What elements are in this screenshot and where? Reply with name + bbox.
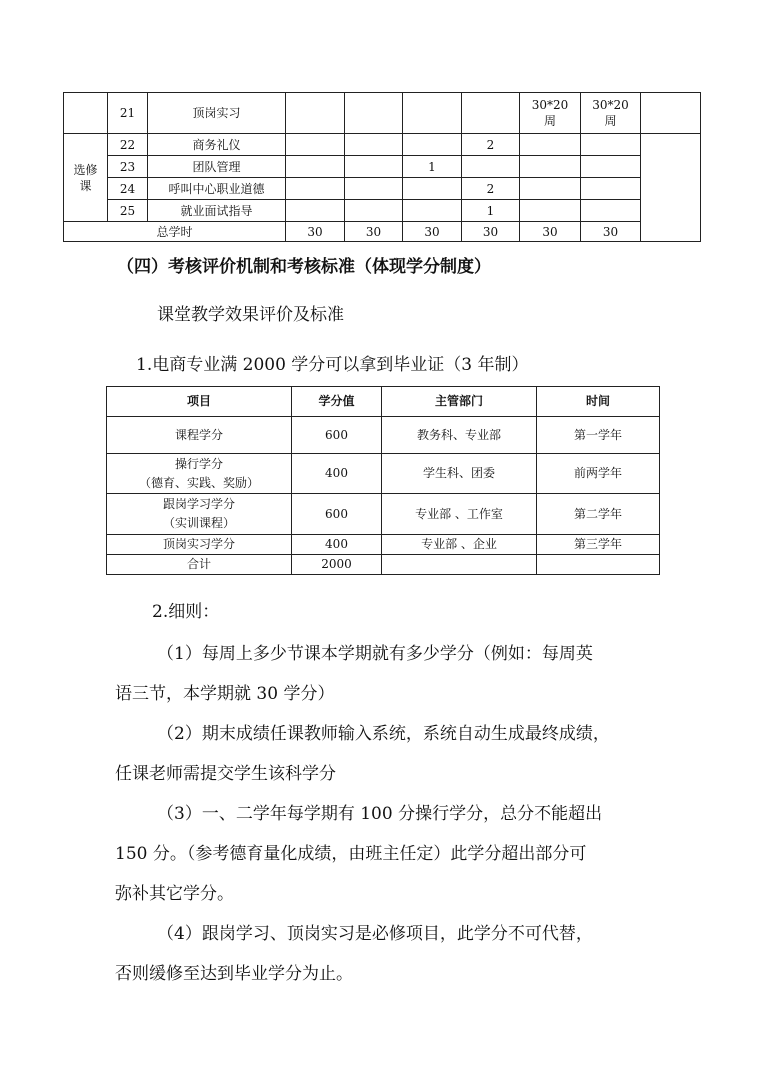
- course-number: 22: [108, 134, 148, 156]
- item-cell: 操行学分 （德育、实践、奖励）: [107, 454, 292, 494]
- item-cell: 课程学分: [107, 417, 292, 454]
- table-row: 选修 课 22 商务礼仪 2: [64, 134, 701, 156]
- dept-cell: 教务科、专业部: [382, 417, 537, 454]
- item-cell: 跟岗学习学分 （实训课程）: [107, 494, 292, 535]
- course-number: 23: [108, 156, 148, 178]
- rule-4-line-2: 否则缓修至达到毕业学分为止。: [115, 964, 353, 984]
- course-name: 商务礼仪: [148, 134, 286, 156]
- table-row: [107, 494, 660, 535]
- course-number: 24: [108, 178, 148, 200]
- item-cell: 合计: [107, 555, 292, 575]
- course-name: 顶岗实习: [148, 93, 286, 134]
- credit-table: [106, 386, 660, 575]
- rule-3-line-2: 150 分。（参考德育量化成绩，由班主任定）此学分超出部分可: [115, 844, 587, 864]
- rule-3-line-3: 弥补其它学分。: [115, 884, 234, 904]
- total-cell: 30: [286, 222, 345, 242]
- total-cell: 30: [520, 222, 581, 242]
- course-name: 呼叫中心职业道德: [148, 178, 286, 200]
- course-hours-table: [63, 92, 701, 242]
- elective-label: 选修 课: [64, 134, 108, 222]
- total-row: [107, 555, 660, 575]
- section-heading: （四）考核评价机制和考核标准（体现学分制度）: [117, 257, 491, 277]
- dept-cell: [382, 555, 537, 575]
- table-row: 25 就业面试指导 1: [64, 200, 701, 222]
- course-number: 25: [108, 200, 148, 222]
- credits-cell: 2000: [292, 555, 382, 575]
- table-header-row: [107, 387, 660, 417]
- item-1-text: 1.电商专业满 2000 学分可以拿到毕业证（3 年制）: [136, 355, 529, 375]
- rule-4-line-1: （4）跟岗学习、顶岗实习是必修项目，此学分不可代替，: [157, 924, 593, 944]
- credits-cell: 400: [292, 454, 382, 494]
- hours-cell: 30*20 周: [520, 93, 581, 134]
- credits-cell: 600: [292, 417, 382, 454]
- table-row: [107, 535, 660, 555]
- time-cell: [537, 555, 660, 575]
- credits-cell: 600: [292, 494, 382, 535]
- table-row: 24 呼叫中心职业道德 2: [64, 178, 701, 200]
- total-cell: 30: [403, 222, 462, 242]
- subheading: 课堂教学效果评价及标准: [157, 305, 344, 325]
- rule-2-line-1: （2）期末成绩任课教师输入系统，系统自动生成最终成绩，: [157, 724, 610, 744]
- dept-cell: 专业部 、工作室: [382, 494, 537, 535]
- total-cell: 30: [462, 222, 520, 242]
- column-header: 项目: [107, 387, 292, 417]
- table-row: [64, 93, 701, 134]
- course-name: 就业面试指导: [148, 200, 286, 222]
- rule-1-line-1: （1）每周上多少节课本学期就有多少学分（例如：每周英: [157, 644, 593, 664]
- table-row: [107, 454, 660, 494]
- total-cell: 30: [581, 222, 641, 242]
- rule-2-line-2: 任课老师需提交学生该科学分: [115, 764, 336, 784]
- item-2-title: 2.细则：: [152, 602, 220, 622]
- credits-cell: 400: [292, 535, 382, 555]
- rule-3-line-1: （3）一、二学年每学期有 100 分操行学分，总分不能超出: [157, 804, 603, 824]
- time-cell: 第二学年: [537, 494, 660, 535]
- total-label: 总学时: [64, 222, 286, 242]
- rule-1-line-2: 语三节，本学期就 30 学分）: [115, 684, 335, 704]
- course-number: 21: [108, 93, 148, 134]
- column-header: 学分值: [292, 387, 382, 417]
- total-cell: 30: [345, 222, 403, 242]
- time-cell: 第一学年: [537, 417, 660, 454]
- time-cell: 前两学年: [537, 454, 660, 494]
- course-name: 团队管理: [148, 156, 286, 178]
- item-cell: 顶岗实习学分: [107, 535, 292, 555]
- column-header: 主管部门: [382, 387, 537, 417]
- dept-cell: 专业部 、企业: [382, 535, 537, 555]
- column-header: 时间: [537, 387, 660, 417]
- table-row: 23 团队管理 1: [64, 156, 701, 178]
- total-row: [64, 222, 701, 242]
- time-cell: 第三学年: [537, 535, 660, 555]
- hours-cell: 30*20 周: [581, 93, 641, 134]
- dept-cell: 学生科、团委: [382, 454, 537, 494]
- table-row: [107, 417, 660, 454]
